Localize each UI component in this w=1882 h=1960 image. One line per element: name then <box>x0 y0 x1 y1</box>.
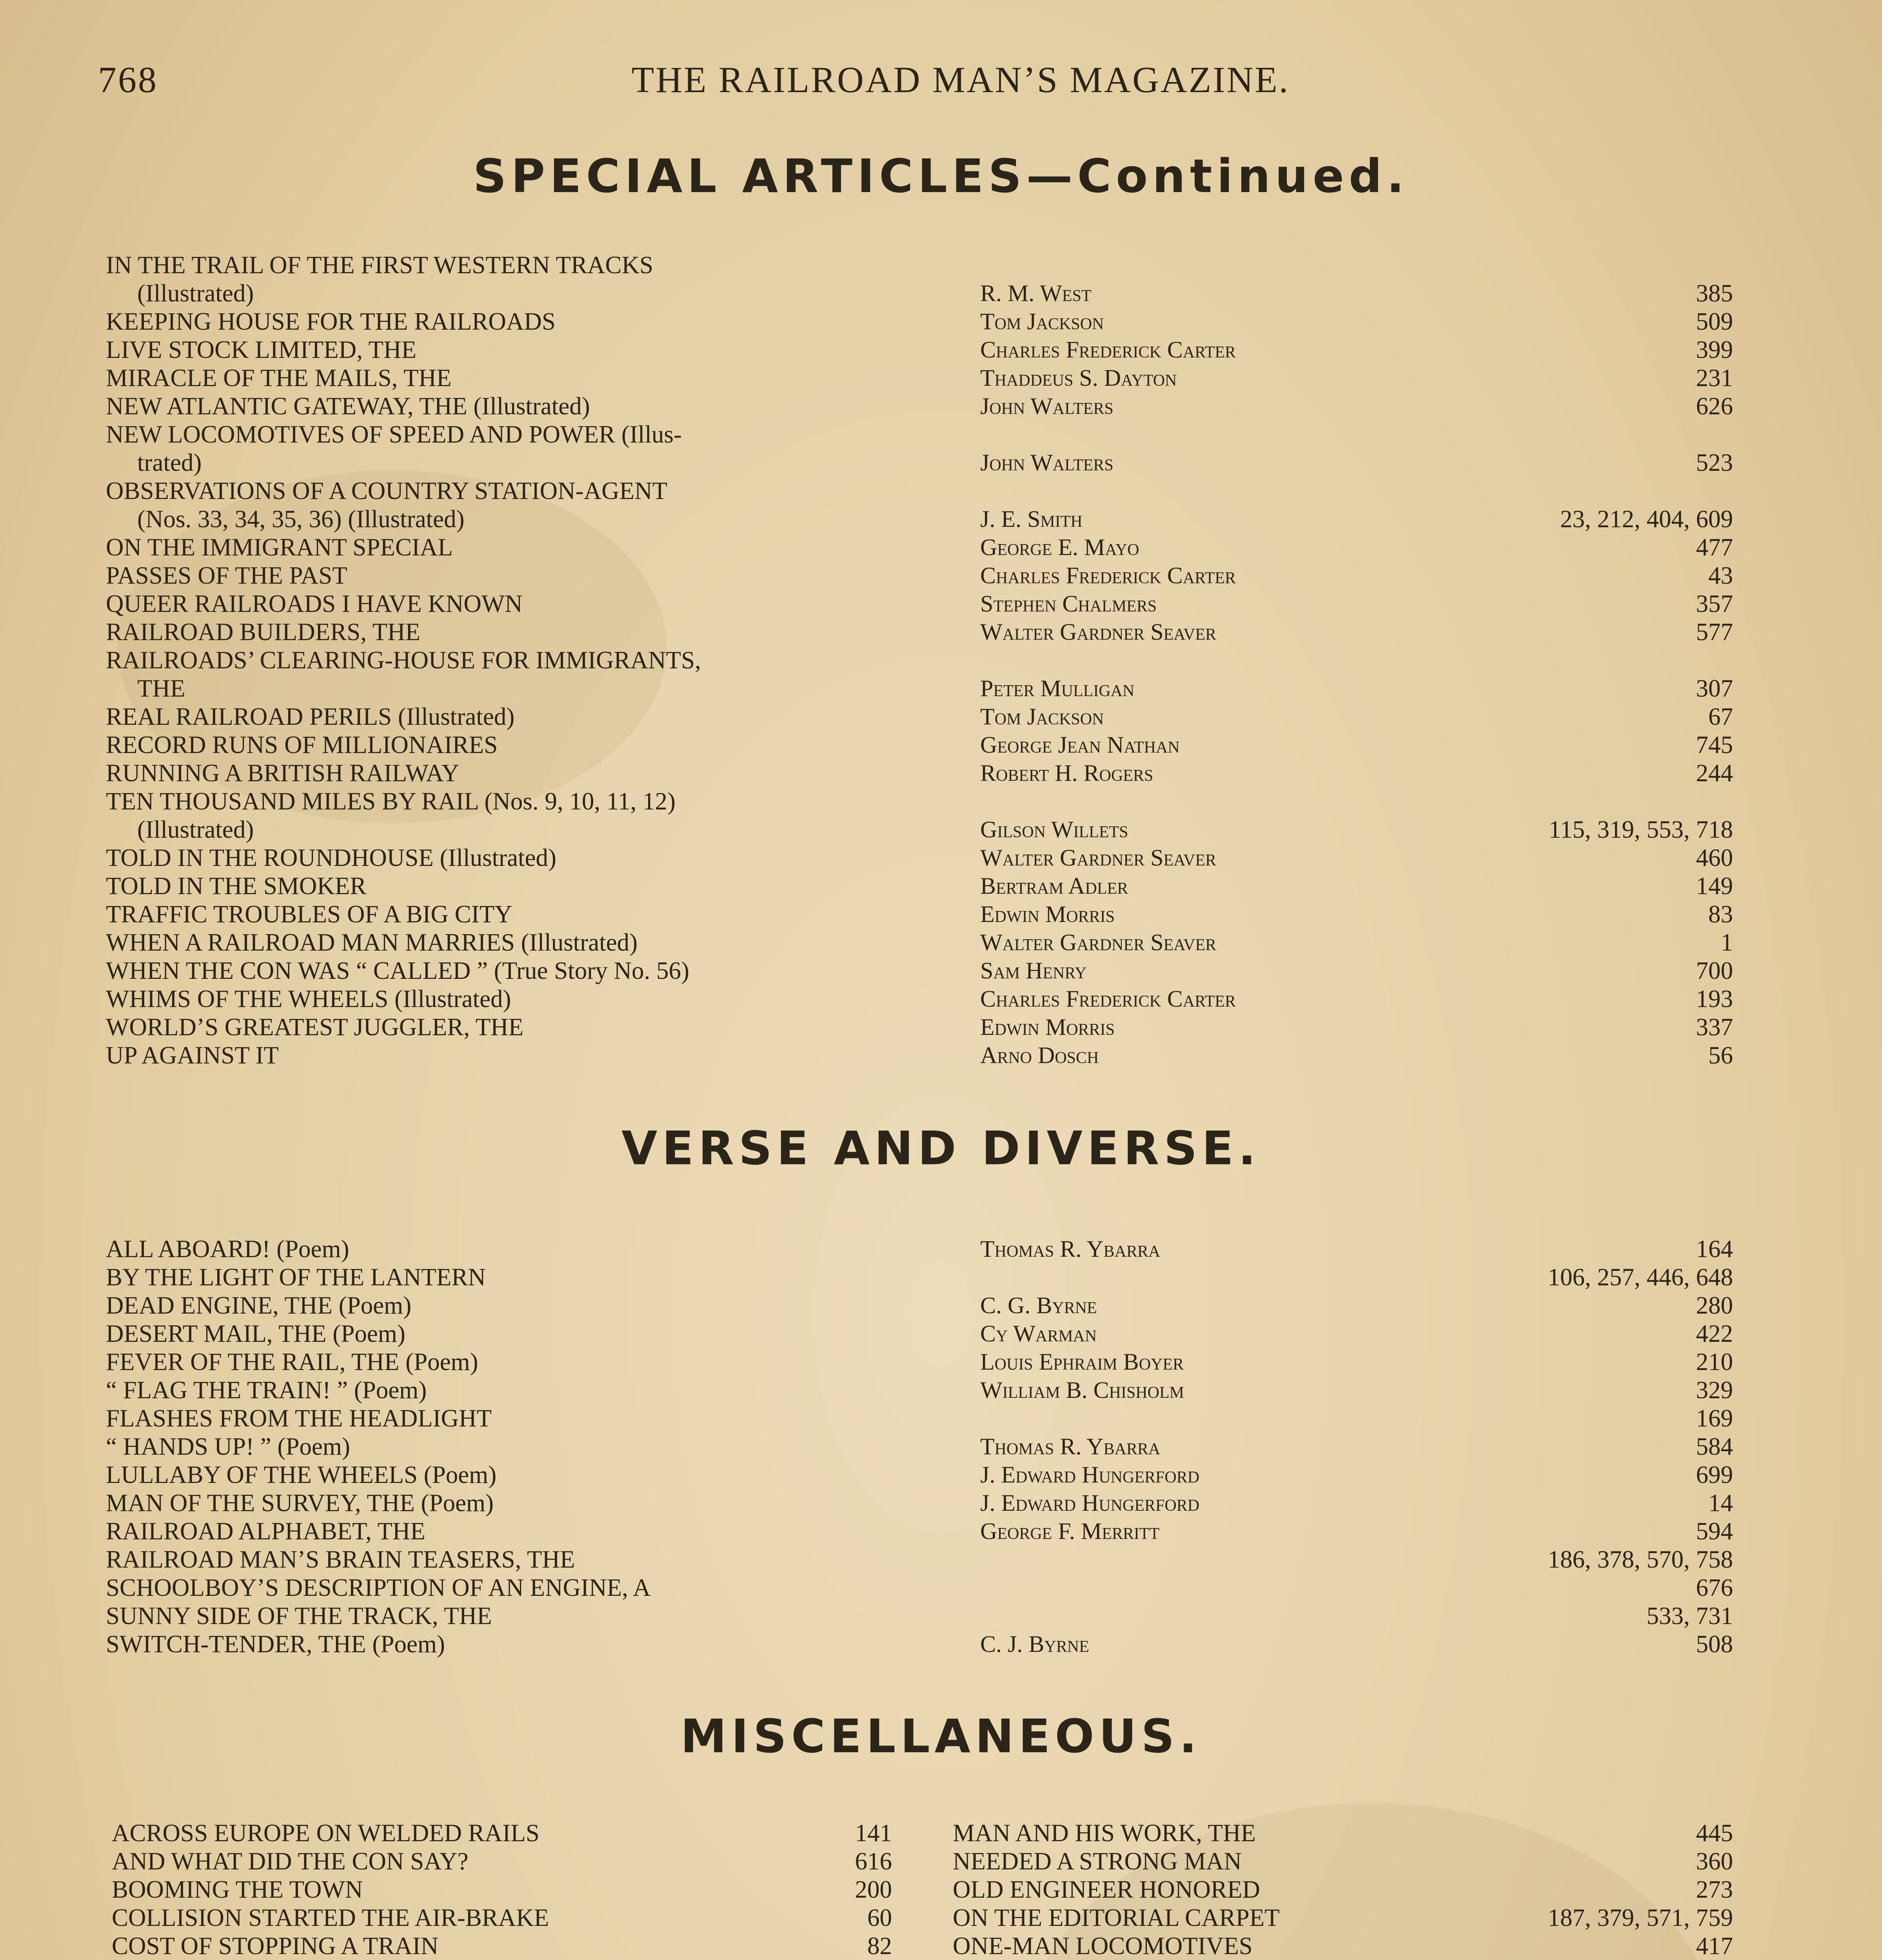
entry-author: Robert H. Rogers <box>980 760 1154 786</box>
entry-page: 187, 379, 571, 759 <box>1548 1904 1733 1931</box>
entry-author: Louis Ephraim Boyer <box>980 1349 1184 1375</box>
toc-entry <box>106 928 1733 956</box>
toc-entry <box>106 1461 1733 1489</box>
entry-pages: 594 <box>1696 1517 1733 1545</box>
entry-title-continued: (Nos. 33, 34, 35, 36) (Illustrated) <box>137 505 465 533</box>
entry-title: DESERT MAIL, THE (Poem) <box>106 1320 405 1347</box>
entry-pages: 357 <box>1696 590 1733 617</box>
misc-entry <box>112 1847 892 1875</box>
toc-entry <box>106 364 1733 392</box>
entry-pages: 106, 257, 446, 648 <box>1548 1263 1733 1291</box>
entry-author: Stephen Chalmers <box>980 591 1157 617</box>
entry-pages: 280 <box>1696 1292 1733 1319</box>
entry-title: RAILROADS’ CLEARING-HOUSE FOR IMMIGRANTS, <box>106 646 701 674</box>
entry-pages: 699 <box>1696 1461 1733 1488</box>
entry-title: RAILROAD MAN’S BRAIN TEASERS, THE <box>106 1546 575 1573</box>
toc-entry <box>106 1630 1733 1658</box>
toc-entry <box>106 1573 1733 1602</box>
entry-author: George Jean Nathan <box>980 732 1180 758</box>
special-articles-list <box>106 251 1733 1069</box>
entry-author: Bertram Adler <box>980 873 1128 899</box>
entry-title-continued: (Illustrated) <box>137 816 254 843</box>
entry-title: TOLD IN THE ROUNDHOUSE (Illustrated) <box>106 844 557 871</box>
entry-author: Tom Jackson <box>980 704 1104 730</box>
entry-title: MAN AND HIS WORK, THE <box>953 1819 1256 1847</box>
toc-entry <box>106 1376 1733 1404</box>
toc-entry <box>106 900 1733 928</box>
entry-title: MAN OF THE SURVEY, THE (Poem) <box>106 1489 494 1517</box>
entry-title: MIRACLE OF THE MAILS, THE <box>106 364 452 392</box>
entry-author: Walter Gardner Seaver <box>980 845 1217 871</box>
entry-pages: 14 <box>1708 1489 1733 1517</box>
entry-title-continued: trated) <box>137 449 202 476</box>
entry-title: BY THE LIGHT OF THE LANTERN <box>106 1263 486 1291</box>
misc-left-column <box>112 1819 892 1960</box>
entry-title: ONE-MAN LOCOMOTIVES <box>953 1932 1253 1960</box>
misc-entry <box>953 1932 1733 1960</box>
entry-title: WHEN A RAILROAD MAN MARRIES (Illustrated) <box>106 929 638 956</box>
special-articles-heading: SPECIAL ARTICLES—Continued. <box>473 149 1409 203</box>
toc-entry <box>106 702 1733 731</box>
verse-diverse-heading: VERSE AND DIVERSE. <box>621 1121 1261 1175</box>
entry-title: OBSERVATIONS OF A COUNTRY STATION-AGENT <box>106 477 668 505</box>
misc-entry <box>112 1819 892 1847</box>
entry-title: WHEN THE CON WAS “ CALLED ” (True Story No. 56) <box>106 957 689 984</box>
entry-author: Charles Frederick Carter <box>980 563 1236 588</box>
misc-right-column <box>953 1819 1733 1960</box>
entry-title: AND WHAT DID THE CON SAY? <box>112 1847 469 1875</box>
entry-title: FLASHES FROM THE HEADLIGHT <box>106 1405 492 1432</box>
entry-author: J. Edward Hungerford <box>980 1490 1200 1516</box>
entry-title: SUNNY SIDE OF THE TRACK, THE <box>106 1602 492 1630</box>
entry-pages: 460 <box>1696 844 1733 871</box>
entry-author: Sam Henry <box>980 958 1087 984</box>
toc-entry <box>106 533 1733 561</box>
verse-diverse-list <box>106 1235 1733 1658</box>
entry-page: 60 <box>867 1904 892 1931</box>
entry-pages: 193 <box>1696 985 1733 1013</box>
entry-title: NEW ATLANTIC GATEWAY, THE (Illustrated) <box>106 392 590 420</box>
entry-pages: 626 <box>1696 392 1733 420</box>
entry-pages: 186, 378, 570, 758 <box>1548 1546 1733 1573</box>
entry-author: Cy Warman <box>980 1321 1097 1347</box>
entry-page: 141 <box>855 1819 892 1847</box>
entry-title: ON THE IMMIGRANT SPECIAL <box>106 534 453 561</box>
entry-title: WHIMS OF THE WHEELS (Illustrated) <box>106 985 511 1013</box>
toc-entry <box>106 1348 1733 1376</box>
entry-title-continued: THE <box>137 675 185 702</box>
entry-pages: 385 <box>1696 279 1733 307</box>
entry-title: ON THE EDITORIAL CARPET <box>953 1904 1280 1931</box>
entry-pages: 23, 212, 404, 609 <box>1560 505 1733 533</box>
entry-title: REAL RAILROAD PERILS (Illustrated) <box>106 703 515 730</box>
entry-title: RAILROAD ALPHABET, THE <box>106 1517 425 1545</box>
toc-entry <box>106 561 1733 590</box>
entry-pages: 164 <box>1696 1235 1733 1263</box>
entry-title: NEW LOCOMOTIVES OF SPEED AND POWER (Illus- <box>106 421 682 448</box>
entry-page: 360 <box>1696 1847 1733 1875</box>
entry-author: John Walters <box>980 450 1114 475</box>
entry-author: Tom Jackson <box>980 309 1104 334</box>
entry-title: UP AGAINST IT <box>106 1042 279 1069</box>
misc-entry <box>953 1847 1733 1875</box>
toc-entry <box>106 759 1733 787</box>
entry-pages: 231 <box>1696 364 1733 392</box>
entry-pages: 399 <box>1696 336 1733 363</box>
toc-entry <box>106 731 1733 759</box>
toc-entry <box>106 956 1733 985</box>
entry-author: Charles Frederick Carter <box>980 986 1236 1012</box>
entry-author: Walter Gardner Seaver <box>980 619 1217 645</box>
entry-pages: 508 <box>1696 1630 1733 1658</box>
entry-pages: 1 <box>1720 929 1733 956</box>
entry-title: DEAD ENGINE, THE (Poem) <box>106 1292 412 1319</box>
entry-author: J. E. Smith <box>980 506 1083 532</box>
toc-entry <box>106 1489 1733 1517</box>
entry-author: C. J. Byrne <box>980 1631 1089 1657</box>
toc-entry <box>106 251 1733 307</box>
entry-pages: 577 <box>1696 618 1733 646</box>
entry-title: ALL ABOARD! (Poem) <box>106 1235 349 1263</box>
entry-pages: 477 <box>1696 534 1733 561</box>
entry-title: COLLISION STARTED THE AIR-BRAKE <box>112 1904 549 1931</box>
entry-page: 445 <box>1696 1819 1733 1847</box>
running-head <box>98 59 1823 106</box>
entry-author: John Walters <box>980 393 1114 419</box>
entry-author: Walter Gardner Seaver <box>980 929 1217 955</box>
entry-title: RAILROAD BUILDERS, THE <box>106 618 421 646</box>
entry-author: C. G. Byrne <box>980 1292 1097 1318</box>
entry-title: KEEPING HOUSE FOR THE RAILROADS <box>106 308 556 335</box>
page-number: 768 <box>98 60 158 100</box>
misc-entry <box>953 1819 1733 1847</box>
toc-entry <box>106 618 1733 646</box>
entry-author: Edwin Morris <box>980 901 1115 927</box>
entry-pages: 56 <box>1708 1042 1733 1069</box>
entry-pages: 149 <box>1696 872 1733 900</box>
entry-title: PASSES OF THE PAST <box>106 562 347 589</box>
entry-page: 417 <box>1696 1932 1733 1960</box>
entry-author: J. Edward Hungerford <box>980 1462 1200 1488</box>
entry-title: TEN THOUSAND MILES BY RAIL (Nos. 9, 10, 11, 12) <box>106 788 676 815</box>
entry-title: ACROSS EUROPE ON WELDED RAILS <box>112 1819 540 1847</box>
entry-title: QUEER RAILROADS I HAVE KNOWN <box>106 590 523 617</box>
misc-entry <box>953 1904 1733 1932</box>
entry-title-continued: (Illustrated) <box>137 279 254 307</box>
toc-entry <box>106 1319 1733 1348</box>
entry-title: TRAFFIC TROUBLES OF A BIG CITY <box>106 900 512 928</box>
toc-entry <box>106 985 1733 1013</box>
entry-title: “ FLAG THE TRAIN! ” (Poem) <box>106 1376 427 1404</box>
toc-entry <box>106 1602 1733 1630</box>
entry-pages: 67 <box>1708 703 1733 730</box>
toc-entry <box>106 420 1733 477</box>
entry-title: WORLD’S GREATEST JUGGLER, THE <box>106 1013 524 1041</box>
entry-title: RUNNING A BRITISH RAILWAY <box>106 759 460 787</box>
entry-title: SCHOOLBOY’S DESCRIPTION OF AN ENGINE, A <box>106 1574 651 1601</box>
toc-entry <box>106 1404 1733 1432</box>
miscellaneous-heading: MISCELLANEOUS. <box>680 1709 1202 1763</box>
entry-title: “ HANDS UP! ” (Poem) <box>106 1433 350 1460</box>
toc-entry <box>106 1263 1733 1291</box>
entry-pages: 422 <box>1696 1320 1733 1347</box>
entry-title: SWITCH-TENDER, THE (Poem) <box>106 1630 445 1658</box>
entry-pages: 169 <box>1696 1405 1733 1432</box>
entry-page: 616 <box>855 1847 892 1875</box>
entry-author: Arno Dosch <box>980 1042 1099 1068</box>
entry-pages: 509 <box>1696 308 1733 335</box>
entry-title: BOOMING THE TOWN <box>112 1876 363 1903</box>
entry-title: TOLD IN THE SMOKER <box>106 872 367 900</box>
entry-title: COST OF STOPPING A TRAIN <box>112 1932 439 1960</box>
entry-pages: 700 <box>1696 957 1733 984</box>
entry-author: Thomas R. Ybarra <box>980 1236 1161 1262</box>
entry-pages: 533, 731 <box>1646 1602 1733 1630</box>
misc-entry <box>112 1904 892 1932</box>
entry-page: 273 <box>1696 1876 1733 1903</box>
entry-page: 82 <box>867 1932 892 1960</box>
entry-author: Peter Mulligan <box>980 675 1135 701</box>
entry-pages: 523 <box>1696 449 1733 476</box>
toc-entry <box>106 844 1733 872</box>
toc-entry <box>106 477 1733 533</box>
entry-pages: 745 <box>1696 731 1733 759</box>
misc-entry <box>112 1875 892 1904</box>
entry-author: Thaddeus S. Dayton <box>980 365 1177 391</box>
entry-pages: 329 <box>1696 1376 1733 1404</box>
entry-title: LIVE STOCK LIMITED, THE <box>106 336 417 363</box>
entry-pages: 584 <box>1696 1433 1733 1460</box>
toc-entry <box>106 1041 1733 1069</box>
toc-entry <box>106 1517 1733 1545</box>
entry-title: FEVER OF THE RAIL, THE (Poem) <box>106 1348 478 1376</box>
entry-author: Gilson Willets <box>980 817 1128 842</box>
toc-entry <box>106 646 1733 702</box>
entry-author: Charles Frederick Carter <box>980 337 1236 363</box>
toc-entry <box>106 590 1733 618</box>
entry-pages: 43 <box>1708 562 1733 589</box>
entry-pages: 307 <box>1696 675 1733 702</box>
misc-entry <box>953 1875 1733 1904</box>
entry-pages: 210 <box>1696 1348 1733 1376</box>
toc-entry <box>106 1013 1733 1041</box>
toc-entry <box>106 1235 1733 1263</box>
entry-pages: 115, 319, 553, 718 <box>1548 816 1733 843</box>
entry-author: Edwin Morris <box>980 1014 1115 1040</box>
entry-title: IN THE TRAIL OF THE FIRST WESTERN TRACKS <box>106 251 654 279</box>
entry-title: OLD ENGINEER HONORED <box>953 1876 1260 1903</box>
magazine-title: THE RAILROAD MAN’S MAGAZINE. <box>631 60 1290 100</box>
toc-entry <box>106 1291 1733 1319</box>
entry-author: Thomas R. Ybarra <box>980 1434 1161 1459</box>
entry-author: William B. Chisholm <box>980 1377 1184 1403</box>
entry-author: George F. Merritt <box>980 1518 1160 1544</box>
entry-title: LULLABY OF THE WHEELS (Poem) <box>106 1461 497 1488</box>
toc-entry <box>106 1432 1733 1461</box>
entry-author: R. M. West <box>980 280 1092 306</box>
entry-title: NEEDED A STRONG MAN <box>953 1847 1242 1875</box>
entry-pages: 244 <box>1696 759 1733 787</box>
toc-entry <box>106 1545 1733 1573</box>
entry-author: George E. Mayo <box>980 534 1139 560</box>
entry-title: RECORD RUNS OF MILLIONAIRES <box>106 731 498 759</box>
misc-entry <box>112 1932 892 1960</box>
toc-entry <box>106 787 1733 844</box>
toc-entry <box>106 872 1733 900</box>
toc-entry <box>106 307 1733 336</box>
entry-pages: 676 <box>1696 1574 1733 1601</box>
entry-pages: 83 <box>1708 900 1733 928</box>
toc-entry <box>106 392 1733 420</box>
entry-pages: 337 <box>1696 1013 1733 1041</box>
entry-page: 200 <box>855 1876 892 1903</box>
toc-entry <box>106 336 1733 364</box>
